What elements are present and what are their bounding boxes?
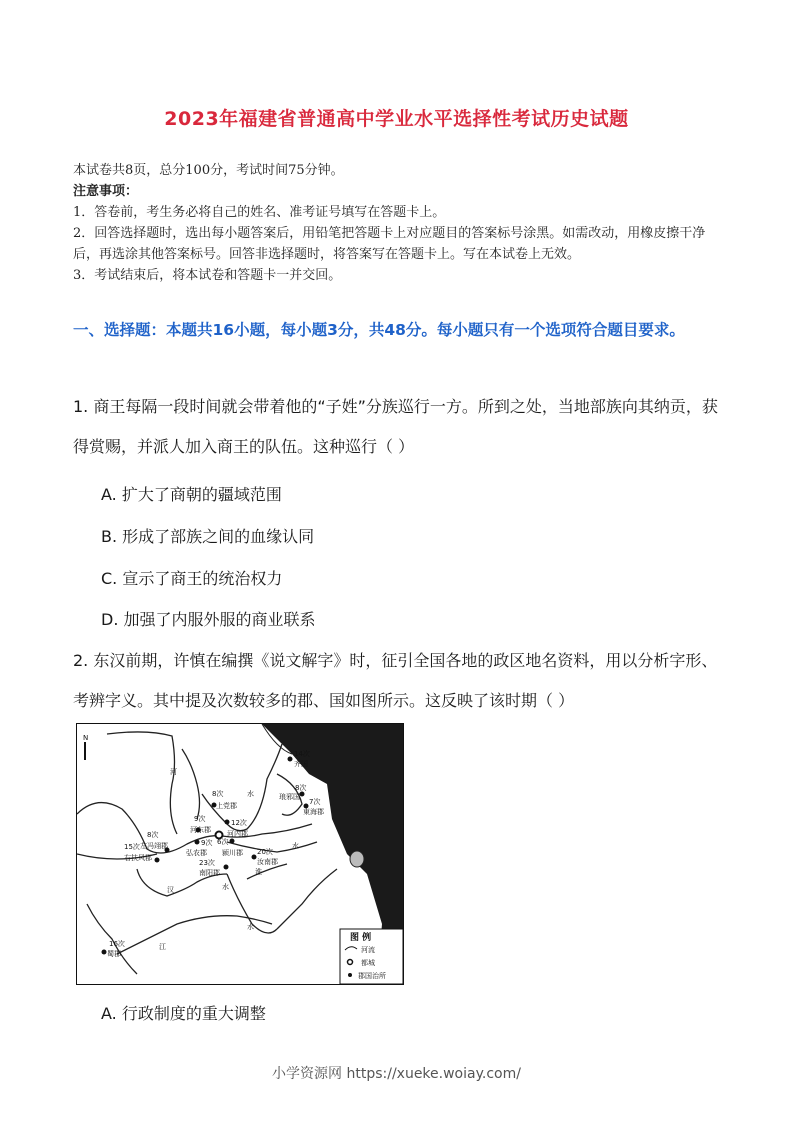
svg-text:8次: 8次 bbox=[212, 790, 224, 798]
svg-text:23次: 23次 bbox=[199, 859, 215, 867]
svg-text:河流: 河流 bbox=[361, 946, 375, 954]
svg-text:江: 江 bbox=[159, 943, 166, 951]
svg-text:河内郡: 河内郡 bbox=[227, 830, 248, 838]
svg-text:12次: 12次 bbox=[231, 819, 247, 827]
svg-text:8次: 8次 bbox=[147, 831, 159, 839]
svg-text:9次: 9次 bbox=[201, 839, 213, 847]
svg-text:都城: 都城 bbox=[361, 959, 375, 967]
question-1-stem: 1. 商王每隔一段时间就会带着他的“子姓”分族巡行一方。所到之处，当地部族向其纳贡，获得赏赐，并派人加入商王的队伍。这种巡行（ ） bbox=[73, 397, 718, 456]
question-2-stem: 2. 东汉前期，许慎在编撰《说文解字》时，征引全国各地的政区地名资料，用以分析字形、考辨字义。其中提及次数较多的郡、国如图所示。这反映了该时期（ ） bbox=[73, 651, 718, 710]
svg-text:水: 水 bbox=[292, 842, 299, 850]
svg-text:上党郡: 上党郡 bbox=[216, 802, 237, 810]
svg-text:汝南郡: 汝南郡 bbox=[257, 858, 278, 866]
svg-text:右扶风郡: 右扶风郡 bbox=[124, 854, 152, 862]
han-commandery-map bbox=[76, 723, 404, 985]
map-legend bbox=[340, 929, 403, 984]
notice-item: 1．答卷前，考生务必将自己的姓名、准考证号填写在答题卡上。 bbox=[73, 205, 446, 220]
svg-text:東海郡: 東海郡 bbox=[303, 808, 324, 816]
svg-text:颍川郡: 颍川郡 bbox=[222, 849, 243, 857]
svg-text:14次: 14次 bbox=[294, 750, 310, 758]
question-1-option-d: D. 加强了内服外服的商业联系 bbox=[101, 610, 316, 629]
question-1-option-a: A. 扩大了商朝的疆域范围 bbox=[101, 485, 282, 504]
svg-text:淮: 淮 bbox=[255, 868, 262, 876]
svg-text:水: 水 bbox=[247, 923, 254, 931]
notice-heading: 注意事项： bbox=[73, 184, 139, 199]
svg-text:水: 水 bbox=[222, 883, 229, 891]
svg-text:河东郡: 河东郡 bbox=[190, 826, 211, 834]
svg-text:汉: 汉 bbox=[167, 886, 174, 894]
notice-item: 2．回答选择题时，选出每小题答案后，用铅笔把答题卡上对应题目的答案标号涂黑。如需改动，用橡皮擦干净后，再选涂其他答案标号。回答非选择题时，将答案写在答题卡上。写在本试卷上无效。 bbox=[73, 226, 706, 262]
exam-notice bbox=[73, 160, 725, 286]
svg-text:琅邪国: 琅邪国 bbox=[279, 793, 300, 801]
svg-text:水: 水 bbox=[247, 790, 254, 798]
question-2-option-a: A. 行政制度的重大调整 bbox=[101, 1004, 266, 1023]
svg-text:15次: 15次 bbox=[124, 843, 140, 851]
svg-text:左冯翊郡: 左冯翊郡 bbox=[140, 842, 168, 850]
north-arrow-label: N bbox=[83, 734, 89, 742]
svg-text:6次: 6次 bbox=[217, 838, 229, 846]
svg-text:图 例: 图 例 bbox=[350, 933, 372, 943]
svg-text:南阳郡: 南阳郡 bbox=[199, 869, 220, 877]
intro-text: 本试卷共8页，总分100分，考试时间75分钟。 bbox=[73, 163, 344, 178]
svg-text:7次: 7次 bbox=[309, 798, 321, 806]
section-heading: 一、选择题：本题共16小题，每小题3分，共48分。每小题只有一个选项符合题目要求。 bbox=[73, 321, 685, 339]
document-title: 2023年福建省普通高中学业水平选择性考试历史试题 bbox=[164, 108, 629, 130]
svg-text:弘农郡: 弘农郡 bbox=[186, 849, 207, 857]
notice-item: 3．考试结束后，将本试卷和答题卡一并交回。 bbox=[73, 268, 342, 283]
footer-watermark: 小学资源网 https://xueke.woiay.com/ bbox=[272, 1066, 521, 1082]
svg-text:8次: 8次 bbox=[295, 784, 307, 792]
question-1-option-b: B. 形成了部族之间的血缘认同 bbox=[101, 527, 315, 546]
svg-text:9次: 9次 bbox=[194, 815, 206, 823]
svg-text:齐国: 齐国 bbox=[294, 760, 308, 768]
svg-text:16次: 16次 bbox=[109, 940, 125, 948]
svg-text:20次: 20次 bbox=[257, 848, 273, 856]
svg-text:蜀郡: 蜀郡 bbox=[107, 950, 121, 958]
svg-text:河: 河 bbox=[170, 768, 177, 776]
question-1-option-c: C. 宣示了商王的统治权力 bbox=[101, 569, 283, 588]
svg-text:郡国治所: 郡国治所 bbox=[358, 972, 386, 980]
